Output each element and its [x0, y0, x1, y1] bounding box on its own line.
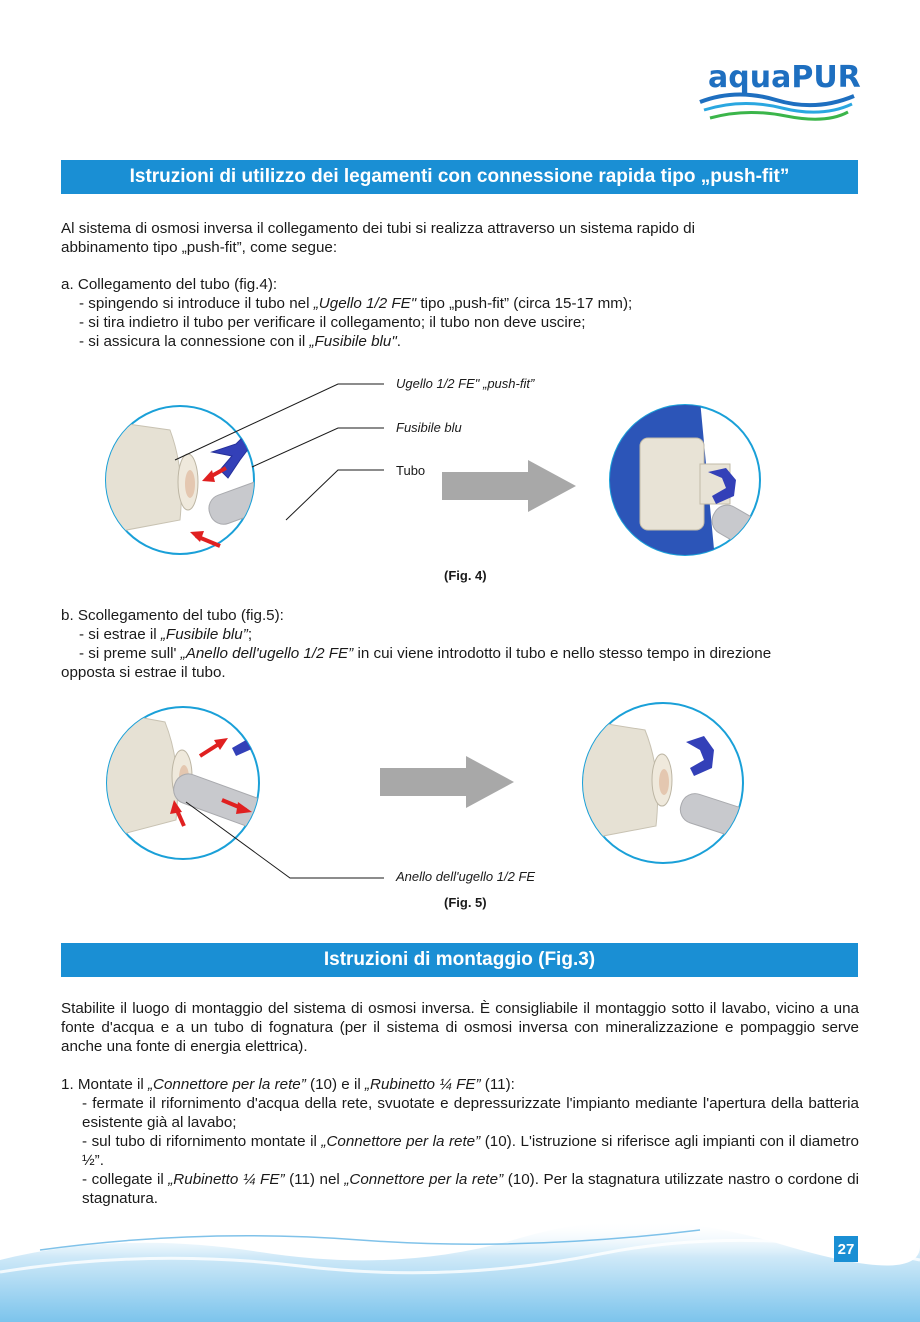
- fig5-right-circle: [582, 703, 781, 863]
- section-title-push-fit: Istruzioni di utilizzo dei legamenti con connessione rapida tipo „push-fit”: [61, 160, 858, 194]
- fig4-label-clip: Fusibile blu: [396, 420, 462, 435]
- intro-paragraph: [61, 219, 861, 257]
- step-b-title: b. Scollegamento del tubo (fig.5):: [61, 607, 284, 624]
- step-a-title: a. Collegamento del tubo (fig.4):: [61, 276, 278, 293]
- fig4-left-circle: [100, 406, 319, 554]
- fig5-label-ring: Anello dell'ugello 1/2 FE: [396, 869, 536, 884]
- fig5-direction-arrow-icon: [380, 756, 514, 808]
- callout-line-tube: [286, 470, 384, 520]
- step-1-item-2: - sul tubo di rifornimento montate il „Connettore per la rete” (10). L'istruzione si riferisce agli impianti con il diametro ½”.: [82, 1133, 859, 1169]
- connection-steps: [61, 275, 861, 351]
- mounting-intro: Stabilite il luogo di montaggio del sistema di osmosi inversa. È consigliabile il montaggio sotto il lavabo, vicino a una fonte d'acqua e a un tubo di fognatura (per il sistema di osmosi inversa con mineralizzazione e pompaggio serve anche una fonte di energia elettrica).: [61, 1000, 859, 1055]
- disconnection-steps: [61, 606, 861, 682]
- logo-text: aquaPUR: [708, 60, 861, 95]
- fig4-caption: (Fig. 4): [444, 568, 487, 583]
- mounting-step-1: [61, 1075, 859, 1208]
- fig4-label-tube: Tubo: [396, 463, 426, 478]
- intro-line-1: Al sistema di osmosi inversa il collegamento dei tubi si realizza attraverso un sistema rapido di: [61, 220, 695, 237]
- step-b-item-2-continued: opposta si estrae il tubo.: [61, 664, 226, 681]
- fig4-right-circle: [600, 400, 800, 571]
- logo-wave-icon: [696, 58, 858, 128]
- step-b-item-1: - si estrae il „Fusibile blu”;: [79, 626, 253, 643]
- fig5-left-circle: [100, 707, 293, 859]
- brand-logo: [696, 58, 861, 128]
- step-a-item-3: - si assicura la connessione con il „Fusibile blu".: [79, 333, 401, 350]
- water-wave-footer: [0, 1210, 920, 1322]
- step-a-item-1: - spingendo si introduce il tubo nel „Ugello 1/2 FE" tipo „push-fit” (circa 15-17 mm);: [79, 295, 633, 312]
- step-1-item-3: - collegate il „Rubinetto ¼ FE” (11) nel „Connettore per la rete” (10). Per la stagnatura utilizzate nastro o cordone di stagnatura.: [82, 1171, 859, 1207]
- step-b-item-2: - si preme sull' „Anello dell'ugello 1/2 FE” in cui viene introdotto il tubo e nello stesso tempo in direzione: [79, 645, 772, 662]
- intro-line-2: abbinamento tipo „push-fit”, come segue:: [61, 239, 338, 256]
- fig4-label-nozzle: Ugello 1/2 FE" „push-fit”: [396, 376, 535, 391]
- page-number: 27: [834, 1236, 858, 1262]
- fig4-direction-arrow-icon: [442, 460, 576, 512]
- fig5-caption: (Fig. 5): [444, 895, 487, 910]
- step-1-title: 1. Montate il „Connettore per la rete” (10) e il „Rubinetto ¼ FE” (11):: [61, 1076, 515, 1093]
- section-title-mounting: Istruzioni di montaggio (Fig.3): [61, 943, 858, 977]
- step-a-item-2: - si tira indietro il tubo per verificare il collegamento; il tubo non deve uscire;: [79, 314, 586, 331]
- step-1-item-1: - fermate il rifornimento d'acqua della rete, svuotate e depressurizzate l'impianto mediante l'apertura della batteria esistente già al lavabo;: [82, 1095, 859, 1131]
- figure-5: [0, 690, 920, 890]
- callout-line-clip: [252, 428, 384, 467]
